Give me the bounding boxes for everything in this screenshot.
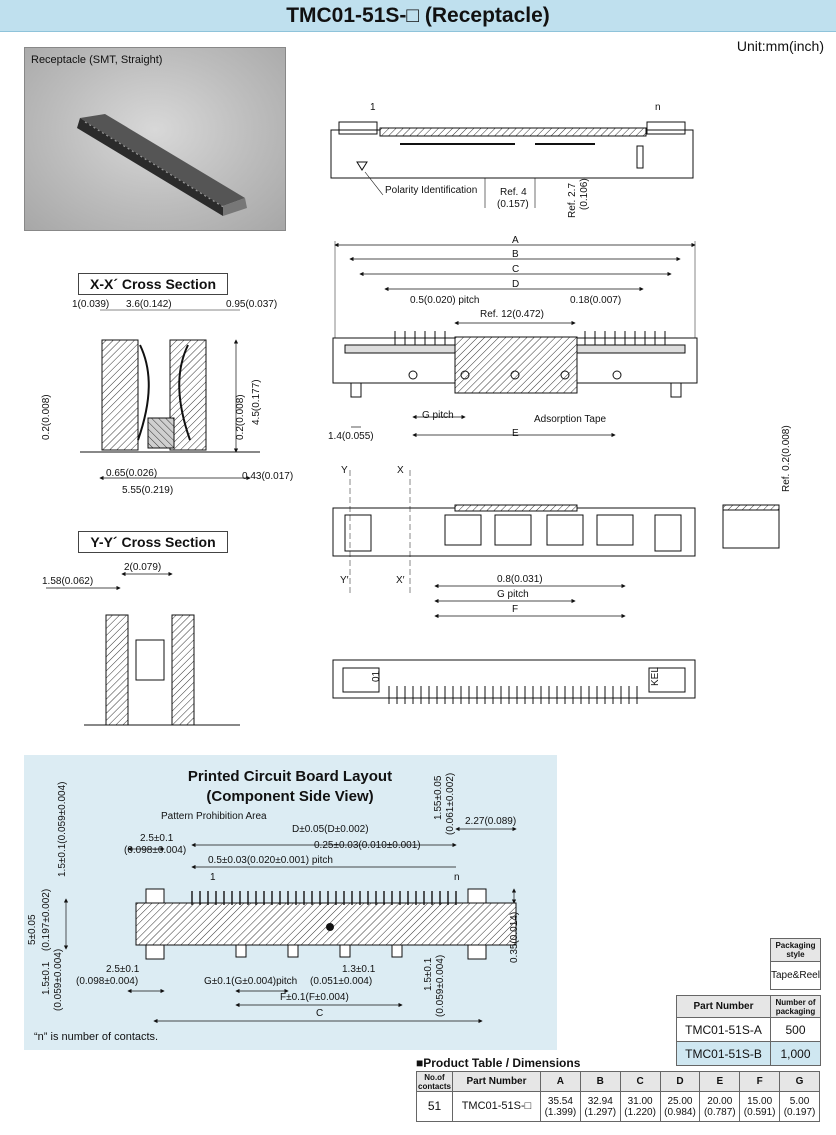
yy-d158-label: 1.58(0.062) [42,576,94,587]
product-table [416,1071,820,1122]
col-a: A [541,1072,581,1092]
pcb-d155-inch-label: (0.061±0.002) [445,772,456,835]
xx-section-title: X-X´ Cross Section [78,273,228,295]
bottom-view-drawing [325,650,705,715]
pcb-d25b-inch-label: (0.098±0.004) [76,976,139,987]
dim-b-label: B [512,249,519,260]
kel-label: KEL [650,667,661,686]
col-contacts: No.of contacts [418,1072,451,1091]
ref4-label: Ref. 4 [500,187,527,198]
front-g-pitch-label: G pitch [497,589,529,600]
ref4-inch-label: (0.157) [497,199,529,210]
yy-d2-label: 2(0.079) [124,562,162,573]
yy-section-drawing [40,560,300,740]
cell-e [700,1092,740,1122]
cell-d-mm: 25.00 [667,1095,693,1107]
pcb-c-label: C [316,1008,324,1019]
dim-a-label: A [512,235,519,246]
cell-e-mm: 20.00 [707,1095,733,1107]
cell-g [780,1092,820,1122]
cell-b-inch: (1.297) [584,1106,617,1118]
pcb-d15v-label: 1.5±0.1(0.059±0.004) [57,781,68,877]
cell-g-mm: 5.00 [789,1095,810,1107]
xx-d065-label: 0.65(0.026) [106,468,158,479]
xx-d02a-label: 0.2(0.008) [41,394,52,440]
cell-f-inch: (0.591) [743,1106,776,1118]
mark-01-label: 01 [371,670,382,682]
page-title: TMC01-51S-□ (Receptacle) [0,0,836,32]
pcb-d025-label: 0.25±0.03(0.010±0.001) [314,840,421,851]
cell-c-inch: (1.220) [624,1106,656,1118]
xx-d043-label: 0.43(0.017) [242,471,294,482]
pcb-g-label: G±0.1(G±0.004)pitch [204,976,298,987]
pcb-d5-label: 5±0.05 [27,914,38,945]
dim-d-label: D [512,279,520,290]
pin1-label: 1 [370,102,376,113]
xx-d02b-label: 0.2(0.008) [235,394,246,440]
cell-d-inch: (0.984) [664,1106,696,1118]
packaging-style-value: Tape&Reel [771,962,821,990]
yy-section-title: Y-Y´ Cross Section [78,531,228,553]
unit-label: Unit:mm(inch) [736,38,824,54]
pcb-d035-label: 0.35(0.014) [509,911,520,963]
packaging-row-qty: 500 [771,1018,821,1042]
cell-g-inch: (0.197) [783,1106,816,1118]
ref27-inch-label: (0.106) [579,178,590,210]
plan-g-pitch-label: G pitch [422,410,454,421]
pcb-d25b-label: 2.5±0.1 [106,964,140,975]
d08-label: 0.8(0.031) [497,574,543,585]
x-prime-label: X′ [396,575,405,586]
pinn-label: n [655,102,661,113]
dim-e-label: E [512,428,519,439]
pcb-d227-label: 2.27(0.089) [465,816,517,827]
xx-d555-label: 5.55(0.219) [122,485,174,496]
cell-f [740,1092,780,1122]
ref02-label: Ref. 0.2(0.008) [781,425,792,492]
packaging-row-qty: 1,000 [771,1042,821,1066]
pcb-d15b-label: 1.5±0.1 [41,961,52,995]
ref12-label: Ref. 12(0.472) [480,309,544,320]
packaging-style-header: Packaging style [771,939,821,962]
cell-a-mm: 35.54 [547,1095,573,1107]
front-view-drawing [325,460,805,620]
d018-label: 0.18(0.007) [570,295,622,306]
y-label: Y [341,465,348,476]
cell-a [541,1092,581,1122]
col-f: F [740,1072,780,1092]
dim-f-label: F [512,604,519,615]
pcb-d5-inch-label: (0.197±0.002) [41,888,52,951]
pcb-d155-label: 1.55±0.05 [433,775,444,820]
pcb-d15c-label: 1.5±0.1 [423,957,434,991]
packaging-row-part: TMC01-51S-B [677,1042,771,1066]
pcb-f-label: F±0.1(F±0.004) [280,992,349,1003]
adsorption-tape-label: Adsorption Tape [534,414,607,425]
xx-d095-label: 0.95(0.037) [226,299,278,310]
col-part-number: Part Number [453,1072,541,1092]
cell-c-mm: 31.00 [627,1095,653,1107]
polarity-label: Polarity Identification [385,185,478,196]
pcb-d15c-inch-label: (0.059±0.004) [435,954,446,1017]
cell-contacts: 51 [417,1092,453,1122]
d14-label: 1.4(0.055) [328,431,374,442]
number-of-packaging-header: Number of packaging [771,996,821,1018]
cell-f-mm: 15.00 [747,1095,773,1107]
pcb-layout-panel [24,755,557,1050]
ref27-label: Ref. 2.7 [567,182,578,218]
xx-d1-label: 1(0.039) [72,299,110,310]
cell-c [620,1092,660,1122]
pcb-pin1-label: 1 [210,872,216,883]
cell-part-number: TMC01-51S-□ [453,1092,541,1122]
col-g: G [780,1072,820,1092]
col-c: C [620,1072,660,1092]
pcb-pitch-label: 0.5±0.03(0.020±0.001) pitch [208,855,333,866]
pcb-prohibit-label: Pattern Prohibition Area [161,811,267,822]
product-photo [24,47,286,231]
pcb-d25a-label: 2.5±0.1 [140,833,174,844]
cell-a-inch: (1.399) [544,1106,577,1118]
connector-photo-shape [25,48,287,232]
product-table-title: ■Product Table / Dimensions [416,1056,581,1070]
xx-section-drawing [40,300,310,500]
packaging-row [677,1042,821,1066]
cell-b [580,1092,620,1122]
contacts-note: “n” is number of contacts. [34,1031,159,1043]
col-d: D [660,1072,700,1092]
col-b: B [580,1072,620,1092]
cell-d [660,1092,700,1122]
pcb-d15b-inch-label: (0.059±0.004) [53,948,64,1011]
packaging-row-part: TMC01-51S-A [677,1018,771,1042]
dim-c-label: C [512,264,520,275]
part-number-header: Part Number [677,996,771,1018]
packaging-count-table [676,995,821,1066]
packaging-style-table [770,938,821,990]
xx-d36-label: 3.6(0.142) [126,299,172,310]
col-e: E [700,1072,740,1092]
x-label: X [397,465,404,476]
pcb-pinn-label: n [454,872,460,883]
pcb-d13-inch-label: (0.051±0.004) [310,976,373,987]
y-prime-label: Y′ [340,575,349,586]
pcb-layout-drawing [24,755,557,1050]
pcb-title-line2: (Component Side View) [206,788,374,805]
pcb-d-dim-label: D±0.05(D±0.002) [292,824,369,835]
pitch-label: 0.5(0.020) pitch [410,295,480,306]
packaging-row [677,1018,821,1042]
pcb-d25a-inch-label: (0.098±0.004) [124,845,187,856]
pcb-title-line1: Printed Circuit Board Layout [187,768,393,785]
photo-label: Receptacle (SMT, Straight) [31,54,163,66]
table-row [417,1092,820,1122]
cell-b-mm: 32.94 [587,1095,613,1107]
xx-d45-label: 4.5(0.177) [251,379,262,425]
cell-e-inch: (0.787) [703,1106,736,1118]
pcb-d13-label: 1.3±0.1 [342,964,376,975]
